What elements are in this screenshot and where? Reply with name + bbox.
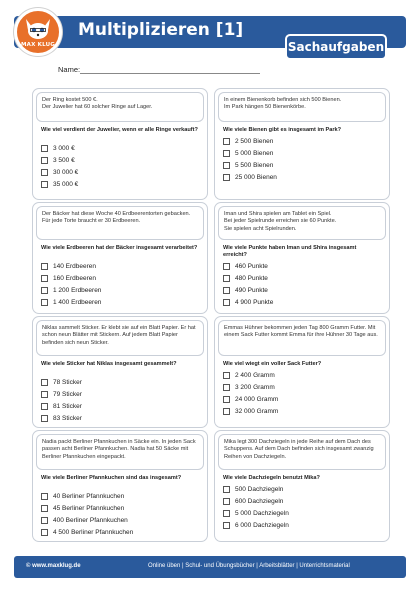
answer-label: 83 Sticker bbox=[53, 415, 82, 422]
answer-label: 79 Sticker bbox=[53, 391, 82, 398]
task-story: Niklas sammelt Sticker. Er klebt sie auf ein Blatt Papier. Er hat schon neun Blätter mit Stickern. Auf jedem Blatt Papier befinden sich neun Sticker. bbox=[36, 320, 204, 356]
task-card bbox=[214, 88, 390, 200]
answer-checkbox[interactable] bbox=[223, 299, 230, 306]
answer-checkbox[interactable] bbox=[41, 181, 48, 188]
answer-label: 1 200 Erdbeeren bbox=[53, 287, 102, 294]
task-story: Iman und Shira spielen am Tablet ein Spiel. Bei jeder Spielrunde erreichen sie 60 Punkte. Sie spielen acht Spielrunden. bbox=[218, 206, 386, 240]
answer-label: 40 Berliner Pfannkuchen bbox=[53, 493, 125, 500]
answer-checkbox[interactable] bbox=[41, 529, 48, 536]
name-write-line[interactable] bbox=[80, 73, 260, 74]
task-card bbox=[32, 316, 208, 428]
answer-checkbox[interactable] bbox=[223, 174, 230, 181]
answer-checkbox[interactable] bbox=[41, 275, 48, 282]
answer-label: 140 Erdbeeren bbox=[53, 263, 97, 270]
answer-label: 78 Sticker bbox=[53, 379, 82, 386]
maxklug-logo bbox=[14, 8, 62, 56]
answer-checkbox[interactable] bbox=[41, 505, 48, 512]
footer-links[interactable]: Online üben | Schul- und Übungsbücher | Arbeitsblätter | Unterrichtsmaterial bbox=[148, 563, 350, 569]
task-card bbox=[32, 88, 208, 200]
answer-checkbox[interactable] bbox=[223, 498, 230, 505]
answer-label: 4 900 Punkte bbox=[235, 299, 274, 306]
answer-label: 460 Punkte bbox=[235, 263, 268, 270]
answer-checkbox[interactable] bbox=[223, 522, 230, 529]
task-card bbox=[32, 202, 208, 314]
answer-checkbox[interactable] bbox=[41, 145, 48, 152]
task-card bbox=[214, 202, 390, 314]
answer-label: 35 000 € bbox=[53, 181, 79, 188]
answer-checkbox[interactable] bbox=[223, 150, 230, 157]
answer-label: 3 000 € bbox=[53, 145, 75, 152]
task-story: Mika legt 300 Dachziegeln in jede Reihe auf dem Dach des Schuppens. Auf dem Dach befinden sich insgesamt zwanzig Reihen von Dachziegeln. bbox=[218, 434, 386, 470]
task-story: Nadia packt Berliner Pfannkuchen in Säcke ein. In jeden Sack passen acht Berliner Pfannkuchen. Nadia hat 50 Säcke mit Berliner Pfannkuchen eingepackt. bbox=[36, 434, 204, 470]
answer-checkbox[interactable] bbox=[41, 403, 48, 410]
answer-label: 3 200 Gramm bbox=[235, 383, 275, 391]
answer-label: 6 000 Dachziegeln bbox=[235, 521, 289, 529]
answer-checkbox[interactable] bbox=[223, 138, 230, 145]
topic-badge: Sachaufgaben bbox=[285, 34, 387, 60]
task-question: Wie viele Sticker hat Niklas insgesamt gesammelt? bbox=[41, 361, 177, 367]
task-story: Emmas Hühner bekommen jeden Tag 800 Gramm Futter. Mit einem Sack Futter kommt Emma für ihre Hühner 30 Tage aus. bbox=[218, 320, 386, 356]
logo-text: MAX KLUG bbox=[20, 42, 56, 48]
answer-checkbox[interactable] bbox=[41, 391, 48, 398]
answer-checkbox[interactable] bbox=[41, 299, 48, 306]
task-question: Wie viele Erdbeeren hat der Bäcker insgesamt verarbeitet? bbox=[41, 245, 198, 251]
answer-checkbox[interactable] bbox=[223, 510, 230, 517]
answer-label: 5 000 Dachziegeln bbox=[235, 509, 289, 517]
answer-checkbox[interactable] bbox=[223, 372, 230, 379]
answer-label: 480 Punkte bbox=[235, 275, 268, 282]
footer-bar bbox=[14, 556, 406, 578]
task-card bbox=[32, 430, 208, 542]
answer-checkbox[interactable] bbox=[223, 486, 230, 493]
answer-checkbox[interactable] bbox=[223, 384, 230, 391]
answer-checkbox[interactable] bbox=[41, 493, 48, 500]
answer-checkbox[interactable] bbox=[41, 287, 48, 294]
answer-checkbox[interactable] bbox=[223, 396, 230, 403]
answer-label: 500 Dachziegeln bbox=[235, 485, 284, 493]
answer-checkbox[interactable] bbox=[41, 157, 48, 164]
answer-checkbox[interactable] bbox=[41, 517, 48, 524]
task-question: Wie viele Berliner Pfannkuchen sind das insgesamt? bbox=[41, 475, 182, 481]
answer-label: 81 Sticker bbox=[53, 403, 82, 410]
task-question: Wie viele Punkte haben Iman und Shira insgesamt erreicht? bbox=[223, 245, 357, 259]
answer-label: 30 000 € bbox=[53, 169, 79, 176]
name-label: Name: bbox=[58, 65, 81, 74]
task-question: Wie viele Bienen gibt es insgesamt im Park? bbox=[223, 127, 342, 133]
answer-checkbox[interactable] bbox=[223, 275, 230, 282]
answer-label: 5 500 Bienen bbox=[235, 161, 274, 169]
answer-label: 600 Dachziegeln bbox=[235, 497, 284, 505]
answer-label: 24 000 Gramm bbox=[235, 395, 279, 403]
answer-label: 1 400 Erdbeeren bbox=[53, 299, 102, 306]
answer-checkbox[interactable] bbox=[223, 408, 230, 415]
answer-label: 5 000 Bienen bbox=[235, 149, 274, 157]
answer-checkbox[interactable] bbox=[223, 263, 230, 270]
answer-label: 400 Berliner Pfannkuchen bbox=[53, 517, 128, 524]
answer-checkbox[interactable] bbox=[223, 162, 230, 169]
answer-label: 3 500 € bbox=[53, 157, 75, 164]
task-question: Wie viele Dachziegeln benutzt Mika? bbox=[223, 475, 320, 481]
answer-label: 490 Punkte bbox=[235, 287, 268, 294]
task-story: In einem Bienenkorb befinden sich 500 Bienen. Im Park hängen 50 Bienenkörbe. bbox=[218, 92, 386, 122]
task-story: Der Bäcker hat diese Woche 40 Erdbeerentorten gebacken. Für jede Torte braucht er 30 Erdbeeren. bbox=[36, 206, 204, 240]
answer-label: 25 000 Bienen bbox=[235, 173, 277, 181]
footer-copyright: © www.maxklug.de bbox=[26, 563, 81, 569]
task-card bbox=[214, 430, 390, 542]
answer-checkbox[interactable] bbox=[223, 287, 230, 294]
task-story: Der Ring kostet 500 €. Der Juwelier hat 60 solcher Ringe auf Lager. bbox=[36, 92, 204, 122]
answer-label: 32 000 Gramm bbox=[235, 407, 279, 415]
answer-checkbox[interactable] bbox=[41, 169, 48, 176]
task-question: Wie viel verdient der Juwelier, wenn er alle Ringe verkauft? bbox=[41, 127, 198, 133]
task-card bbox=[214, 316, 390, 428]
answer-label: 2 500 Bienen bbox=[235, 137, 274, 145]
answer-label: 2 400 Gramm bbox=[235, 371, 275, 379]
answer-checkbox[interactable] bbox=[41, 415, 48, 422]
answer-label: 45 Berliner Pfannkuchen bbox=[53, 505, 125, 512]
worksheet-header bbox=[0, 0, 420, 62]
answer-checkbox[interactable] bbox=[41, 263, 48, 270]
answer-checkbox[interactable] bbox=[41, 379, 48, 386]
answer-label: 4 500 Berliner Pfannkuchen bbox=[53, 529, 134, 536]
page-title: Multiplizieren [1] bbox=[78, 20, 244, 40]
task-question: Wie viel wiegt ein voller Sack Futter? bbox=[223, 361, 322, 367]
answer-label: 160 Erdbeeren bbox=[53, 275, 97, 282]
